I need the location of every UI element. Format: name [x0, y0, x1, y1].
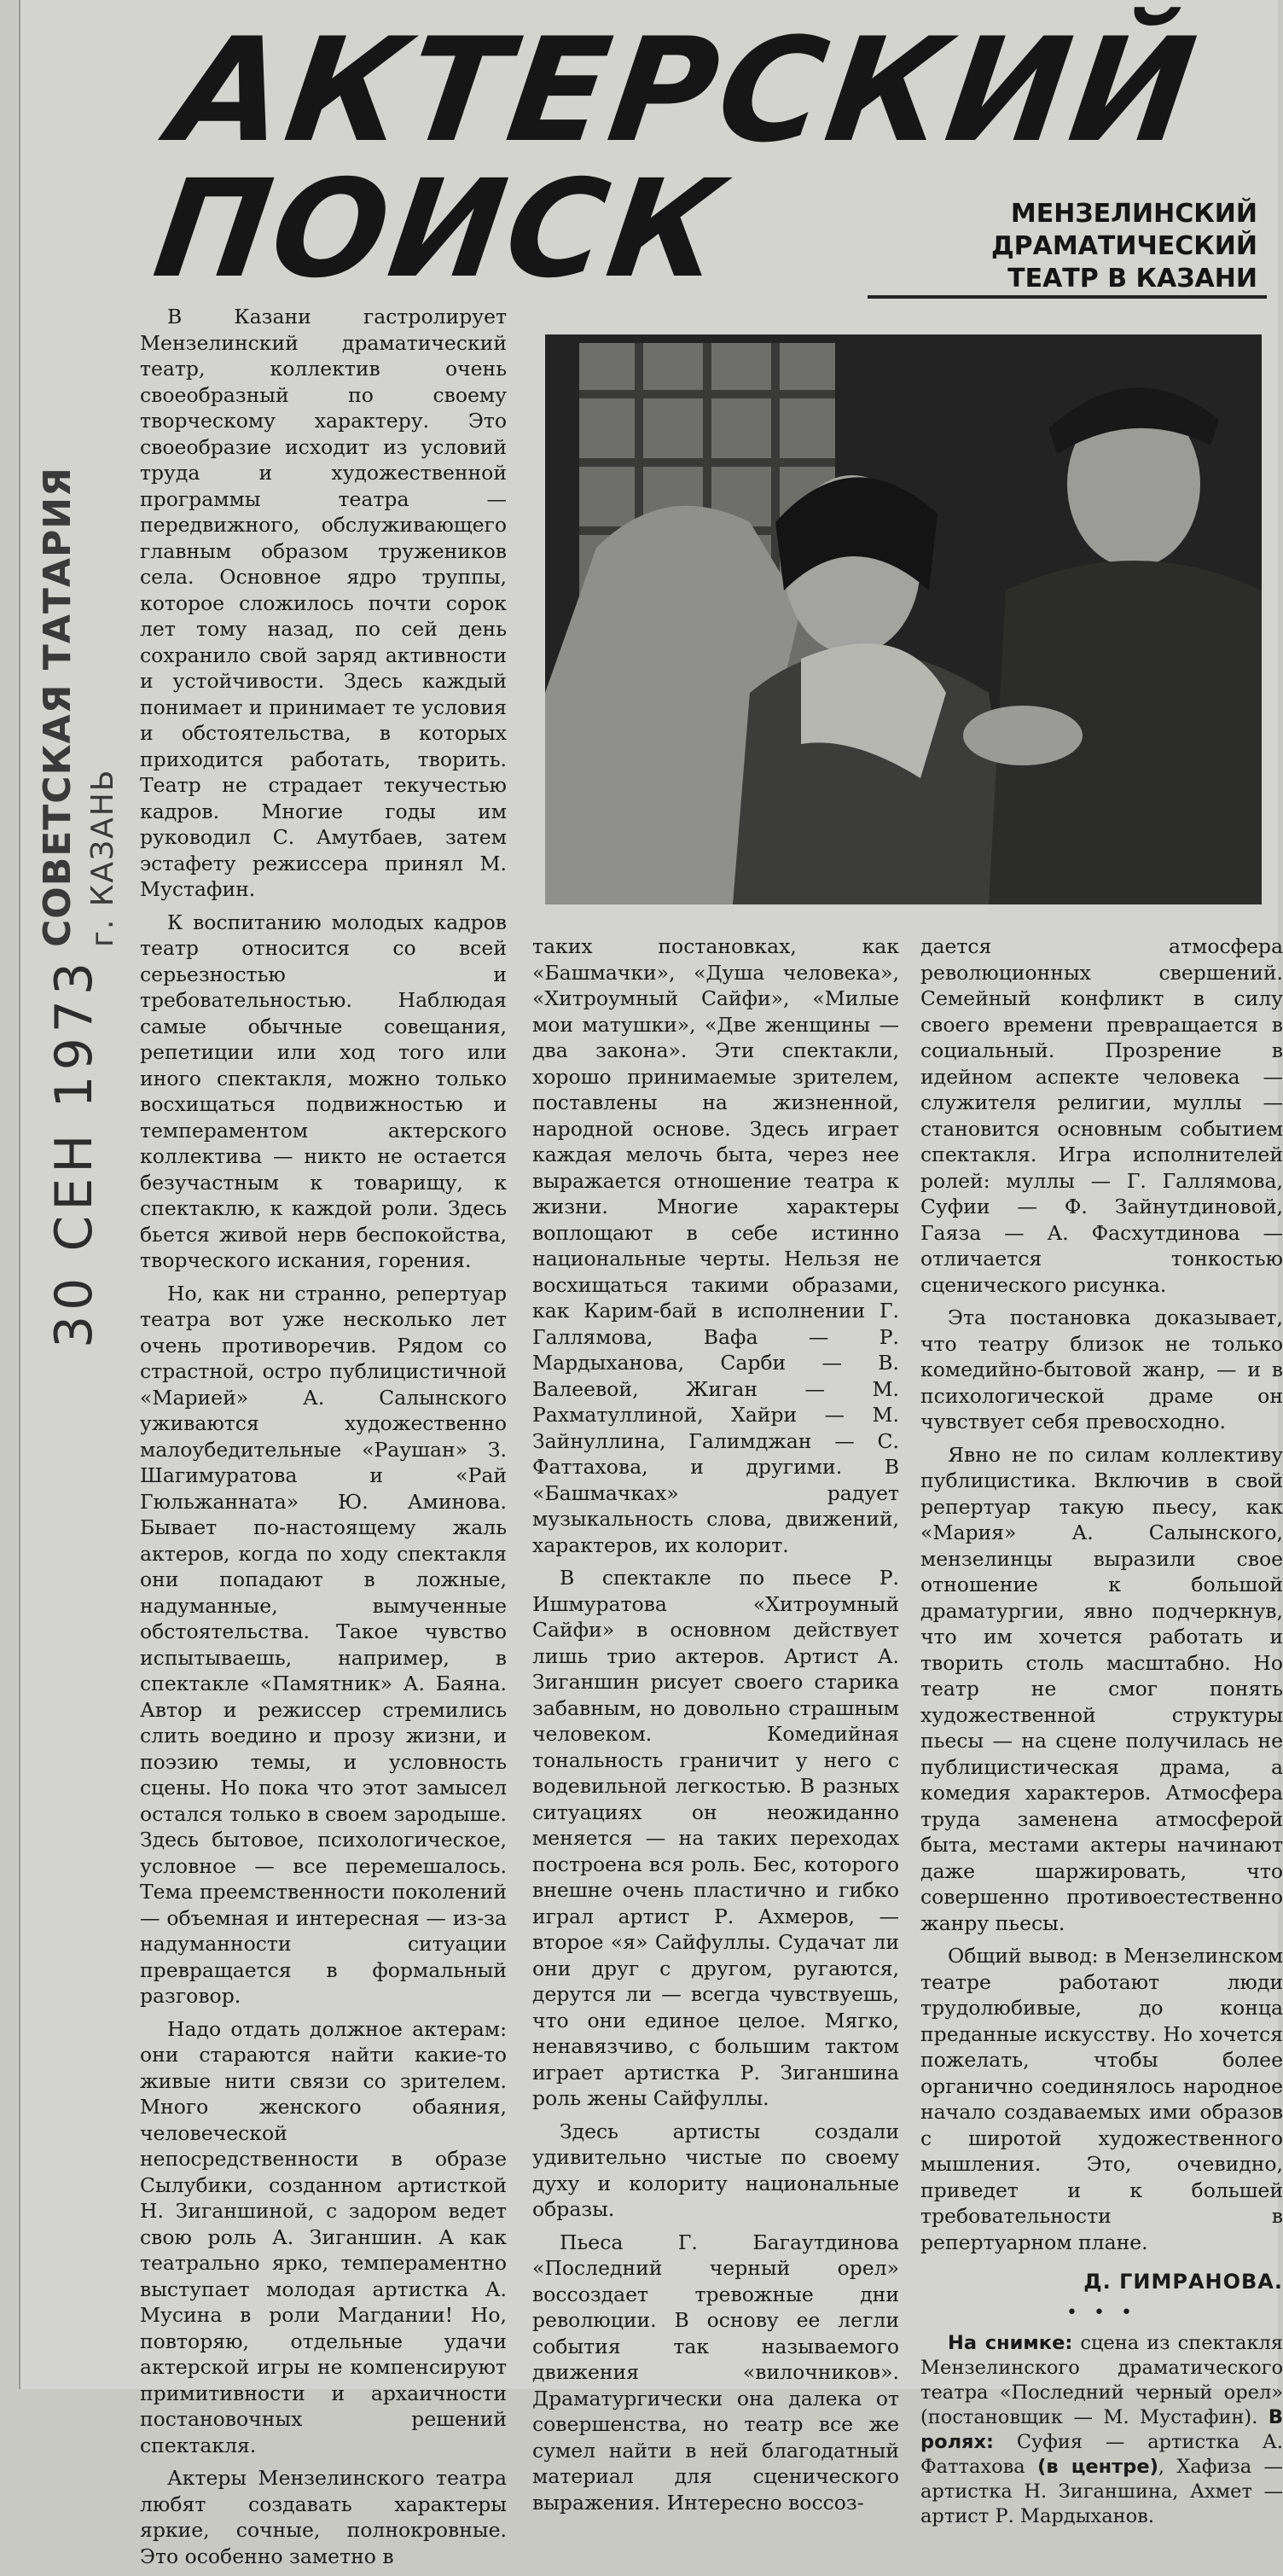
- headline-line-1: АКТЕРСКИЙ: [162, 7, 1208, 174]
- headline-line-2: ПОИСК: [146, 151, 734, 308]
- kicker-line: ДРАМАТИЧЕСКИЙ: [990, 231, 1257, 261]
- article-column-2: [532, 933, 899, 2522]
- kicker: [916, 198, 1257, 295]
- caption-text: сцена из спектакля Мензелинского драматического театра «Последний черный орел» (постановщик — М. Мустафин).: [920, 2332, 1283, 2428]
- stage-photo: [545, 334, 1262, 904]
- stamp-city: г. КАЗАНЬ: [85, 768, 120, 947]
- paragraph: Общий вывод: в Мензелинском театре работают люди трудолюбивые, до конца преданные искусству. Но хочется пожелать, чтобы более органично соединялось народное начало создаваемых ими образов с широтой художественного мышления. Это, очевидно, приведет и к большей требовательности в репертуарном плане.: [920, 1944, 1283, 2254]
- paragraph: Явно не по силам коллективу публицистика. Включив в свой репертуар такую пьесу, как «Мария» А. Салынского, мензелинцы выразили свое отношение к большой драматургии, явно подчеркнув, что им хочется работать и творить столь масштабно. Но театр не смог понять художественной структуры пьесы — на сцене получилась не публицистическая драма, а комедия характеров. Атмосфера труда заменена атмосферой быта, местами актеры начинают даже шаржировать, что совершенно противоестественно жанру пьесы.: [920, 1442, 1283, 1935]
- paragraph: Пьеса Г. Багаутдинова «Последний черный орел» воссоздает тревожные дни революции. В основу ее легли события так называемого движения «вилочников». Драматургически она далека от совершенства, но театр все же сумел найти в ней благодатный материал для сценического выражения. Интересно воссоз-: [532, 2230, 899, 2515]
- article-column-1: [140, 304, 507, 2576]
- paragraph: В спектакле по пьесе Р. Ишмуратова «Хитроумный Сайфи» в основном действует лишь трио актеров. Артист А. Зиганшин рисует своего старика забавным, но довольно страшным человеком. Комедийная тональность граничит у него с водевильной легкостью. В разных ситуациях он неожиданно меняется — на таких переходах построена вся роль. Бес, которого внешне очень пластично и гибко играл артист Р. Ахмеров, — второе «я» Сайфуллы. Судачат ли они друг с другом, ругаются, дерутся ли — всегда чувствуешь, что они единое целое. Мягко, ненавязчиво, с большим тактом играет артистка Р. Зиганшина роль жены Сайфуллы.: [532, 1566, 899, 2110]
- paragraph: Здесь артисты создали удивительно чистые по своему духу и колориту национальные образы.: [532, 2119, 899, 2221]
- photo-caption: [920, 2331, 1283, 2529]
- kicker-line: ТЕАТР В КАЗАНИ: [1007, 264, 1257, 294]
- kicker-line: МЕНЗЕЛИНСКИЙ: [1010, 199, 1257, 229]
- separator: • • •: [1066, 2301, 1137, 2323]
- author-signature: Д. ГИМРАНОВА.: [1083, 2270, 1283, 2294]
- paragraph: таких постановках, как «Башмачки», «Душа человека», «Хитроумный Сайфи», «Милые мои матушки», «Две женщины — два закона». Эти спектакли, хорошо принимаемые зрителем, поставлены на жизненной, народной основе. Здесь играет каждая мелочь быта, через нее выражается отношение театра к жизни. Многие характеры воплощают в себе истинно национальные черты. Нельзя не восхищаться такими образами, как Карим-бай в исполнении Г. Галлямова, Вафа — Р. Мардыханова, Сарби — В. Валеевой, Жиган — М. Рахматуллиной, Хайри — М. Зайнуллина, Галимджан — С. Фаттахова, и другими. В «Башмачках» радует музыкальность слова, движений, характеров, их колорит.: [532, 934, 899, 1557]
- date-stamp: 30 СЕН 1973: [44, 957, 104, 1348]
- paragraph: Надо отдать должное актерам: они стараются найти какие-то живые нити связи со зрителем. Много женского обаяния, человеческой непосредственности в образе Сылубики, созданном артисткой Н. Зиганшиной, с задором ведет свою роль А. Зиганшин. А как театрально ярко, темпераментно выступает молодая артистка А. Мусина в роли Магдании! Но, повторяю, отдельные удачи актерской игры не компенсируют примитивности и архаичности постановочных решений спектакля.: [140, 2016, 507, 2457]
- caption-text: Суфия — артистка А. Фаттахова: [920, 2431, 1283, 2478]
- caption-center-label: (в центре): [1037, 2456, 1158, 2478]
- stamp-newspaper-name: СОВЕТСКАЯ ТАТАРИЯ: [36, 467, 79, 947]
- paragraph: В Казани гастролирует Мензелинский драматический театр, коллектив очень своеобразный по своему творческому характеру. Это своеобразие исходит из условий труда и художественной программы театра — передвижного, обслуживающего главным образом тружеников села. Основное ядро труппы, которое сложилось почти сорок лет тому назад, по сей день сохранило свой заряд активности и устойчивости. Здесь каждый понимает и принимает те условия и обстоятельства, в которых приходится работать, творить. Театр не страдает текучестью кадров. Многие годы им руководил С. Амутбаев, затем эстафету режиссера принял М. Мустафин.: [140, 305, 507, 901]
- paragraph: Но, как ни странно, репертуар театра вот уже несколько лет очень противоречив. Рядом со страстной, остро публицистичной «Марией» А. Салынского уживаются художественно малоубедительные «Раушан» З. Шагимуратова и «Рай Гюльжанната» Ю. Аминова. Бывает по-настоящему жаль актеров, когда по ходу спектакля они попадают в ложные, надуманные, вымученные обстоятельства. Такое чувство испытываешь, например, в спектакле «Памятник» А. Баяна. Автор и режиссер стремились слить воедино и прозу жизни, и поэзию темы, и условность сцены. Но пока что этот замысел остался только в своем зародыше. Здесь бытовое, психологическое, условное — все перемешалось. Тема преемственности поколений — объемная и интересная — из-за надуманности ситуации превращается в формальный разговор.: [140, 1281, 507, 2008]
- paragraph: Актеры Мензелинского театра любят создавать характеры яркие, сочные, полнокровные. Это особенно заметно в: [140, 2466, 507, 2568]
- article-column-3: [920, 933, 1283, 2536]
- caption-roles-label: В ролях:: [920, 2406, 1283, 2453]
- paragraph: Эта постановка доказывает, что театру близок не только комедийно-бытовой жанр, — и в психологической драме он чувствует себя превосходно.: [920, 1305, 1283, 1433]
- caption-lead: На снимке:: [948, 2332, 1073, 2354]
- caption-text: , Хафиза — артистка Н. Зиганшина, Ахмет — артист Р. Мардыханов.: [920, 2456, 1283, 2527]
- paragraph: К воспитанию молодых кадров театр относится со всей серьезностью и требовательностью. Наблюдая самые обычные совещания, репетиции или ход того или иного спектакля, можно только восхищаться подвижностью и темпераментом актерского коллектива — никто не остается безучастным к товарищу, к спектаклю, к каждой роли. Здесь бьется живой нерв беспокойства, творческого искания, горения.: [140, 910, 507, 1272]
- newspaper-clipping: [19, 0, 1283, 2568]
- paragraph: дается атмосфера революционных свершений. Семейный конфликт в силу своего времени превращается в социальный. Прозрение в идейном аспекте человека — служителя религии, муллы — становится основным событием спектакля. Игра исполнителей ролей: муллы — Г. Галлямова, Суфии — Ф. Зайнутдиновой, Гаяза — А. Фасхутдинова — отличается тонкостью сценического рисунка.: [920, 934, 1283, 1297]
- stage-photo-icon: [545, 334, 1262, 904]
- kicker-rule: [868, 295, 1267, 299]
